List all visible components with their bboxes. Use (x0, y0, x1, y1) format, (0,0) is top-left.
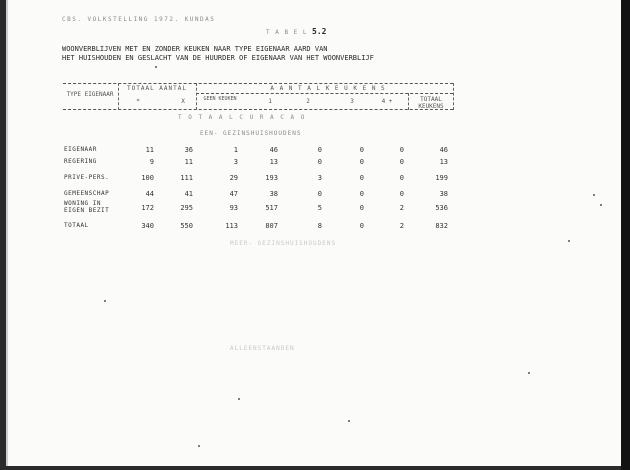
table-cell: 0 (359, 158, 364, 166)
table-cell: 0 (359, 146, 364, 154)
subsection-title: EEN- GEZINSHUISHOUDENS (200, 130, 302, 137)
running-head: CBS. VOLKSTELLING 1972. KUNDAS (62, 16, 216, 23)
table-cell: 9 (149, 158, 154, 166)
table-prefix: T A B E L (266, 29, 308, 36)
row-label: REGERING (64, 158, 97, 165)
speck (104, 300, 106, 302)
column-divider (118, 83, 119, 110)
document-page (6, 0, 623, 466)
table-cell: 0 (317, 146, 322, 154)
table-cell: 2 (399, 222, 404, 230)
col-header: 3 (350, 98, 354, 105)
table-cell: 11 (184, 158, 193, 166)
table-cell: 0 (399, 158, 404, 166)
table-cell: 111 (180, 174, 193, 182)
table-cell: 1 (233, 146, 238, 154)
table-cell: 0 (359, 222, 364, 230)
table-cell: 113 (225, 222, 238, 230)
table-cell: 172 (141, 204, 154, 212)
ghost-line: ALLEENSTAANDEN (230, 345, 295, 352)
col-header: 1 (268, 98, 272, 105)
caption-line-1: WOONVERBLIJVEN MET EN ZONDER KEUKEN NAAR TYPE EIGENAAR AARD VAN (62, 45, 328, 53)
ghost-line: MEER- GEZINSHUISHOUDENS (230, 240, 337, 247)
table-cell: 46 (439, 146, 448, 154)
table-cell: 5 (317, 204, 322, 212)
col-header: 4 + (381, 98, 393, 105)
table-cell: 46 (269, 146, 278, 154)
table-cell: 44 (145, 190, 154, 198)
column-divider (196, 83, 197, 110)
table-cell: 8 (317, 222, 322, 230)
table-cell: 0 (359, 174, 364, 182)
row-label: EIGENAAR (64, 146, 97, 153)
column-divider (453, 83, 454, 110)
table-cell: 199 (435, 174, 448, 182)
row-label: GEMEENSCHAP (64, 190, 110, 197)
table-cell: 340 (141, 222, 154, 230)
stub-header: TYPE EIGENAAR (66, 91, 114, 98)
table-cell: 0 (399, 146, 404, 154)
table-cell: 193 (265, 174, 278, 182)
table-cell: 295 (180, 204, 193, 212)
table-cell: 517 (265, 204, 278, 212)
table-cell: 29 (229, 174, 238, 182)
table-cell: 38 (439, 190, 448, 198)
row-label: WONING IN EIGEN BEZIT (64, 200, 110, 214)
table-cell: 11 (145, 146, 154, 154)
col-header: * (136, 98, 140, 105)
table-cell: 13 (439, 158, 448, 166)
scan-edge (621, 0, 630, 470)
table-cell: 41 (184, 190, 193, 198)
row-label: TOTAAL (64, 222, 89, 229)
speck (155, 66, 157, 68)
table-cell: 2 (399, 204, 404, 212)
header-top-rule (63, 83, 453, 84)
speck (600, 204, 602, 206)
table-cell: 0 (317, 158, 322, 166)
total-header: TOTAAL AANTAL (127, 85, 187, 92)
col-header: TOTAAL KEUKENS (418, 96, 444, 110)
speck (593, 194, 595, 196)
table-cell: 550 (180, 222, 193, 230)
col-header: 2 (306, 98, 310, 105)
col-header: GEEN KEUKEN (203, 96, 237, 102)
table-cell: 38 (269, 190, 278, 198)
column-divider (408, 93, 409, 110)
table-cell: 832 (435, 222, 448, 230)
speck (568, 240, 570, 242)
table-cell: 807 (265, 222, 278, 230)
table-cell: 0 (399, 190, 404, 198)
speck (348, 420, 350, 422)
table-cell: 100 (141, 174, 154, 182)
group-underline (196, 93, 453, 94)
table-number: 5.2 (312, 27, 327, 36)
table-cell: 47 (229, 190, 238, 198)
table-cell: 3 (233, 158, 238, 166)
table-cell: 93 (229, 204, 238, 212)
caption-line-2: HET HUISHOUDEN EN GESLACHT VAN DE HUURDER OF EIGENAAR VAN HET WOONVERBLIJF (62, 54, 374, 62)
speck (238, 398, 240, 400)
table-cell: 0 (359, 190, 364, 198)
table-cell: 3 (317, 174, 322, 182)
table-cell: 36 (184, 146, 193, 154)
table-cell: 13 (269, 158, 278, 166)
table-cell: 0 (359, 204, 364, 212)
table-cell: 0 (399, 174, 404, 182)
group-header: A A N T A L K E U K E N S (270, 85, 386, 92)
col-header: X (181, 98, 185, 105)
header-bottom-rule (63, 109, 453, 110)
table-cell: 536 (435, 204, 448, 212)
speck (198, 445, 200, 447)
speck (528, 372, 530, 374)
row-label: PRIVE-PERS. (64, 174, 110, 181)
section-title: T O T A A L C U R A C A O (178, 114, 306, 121)
table-cell: 0 (317, 190, 322, 198)
